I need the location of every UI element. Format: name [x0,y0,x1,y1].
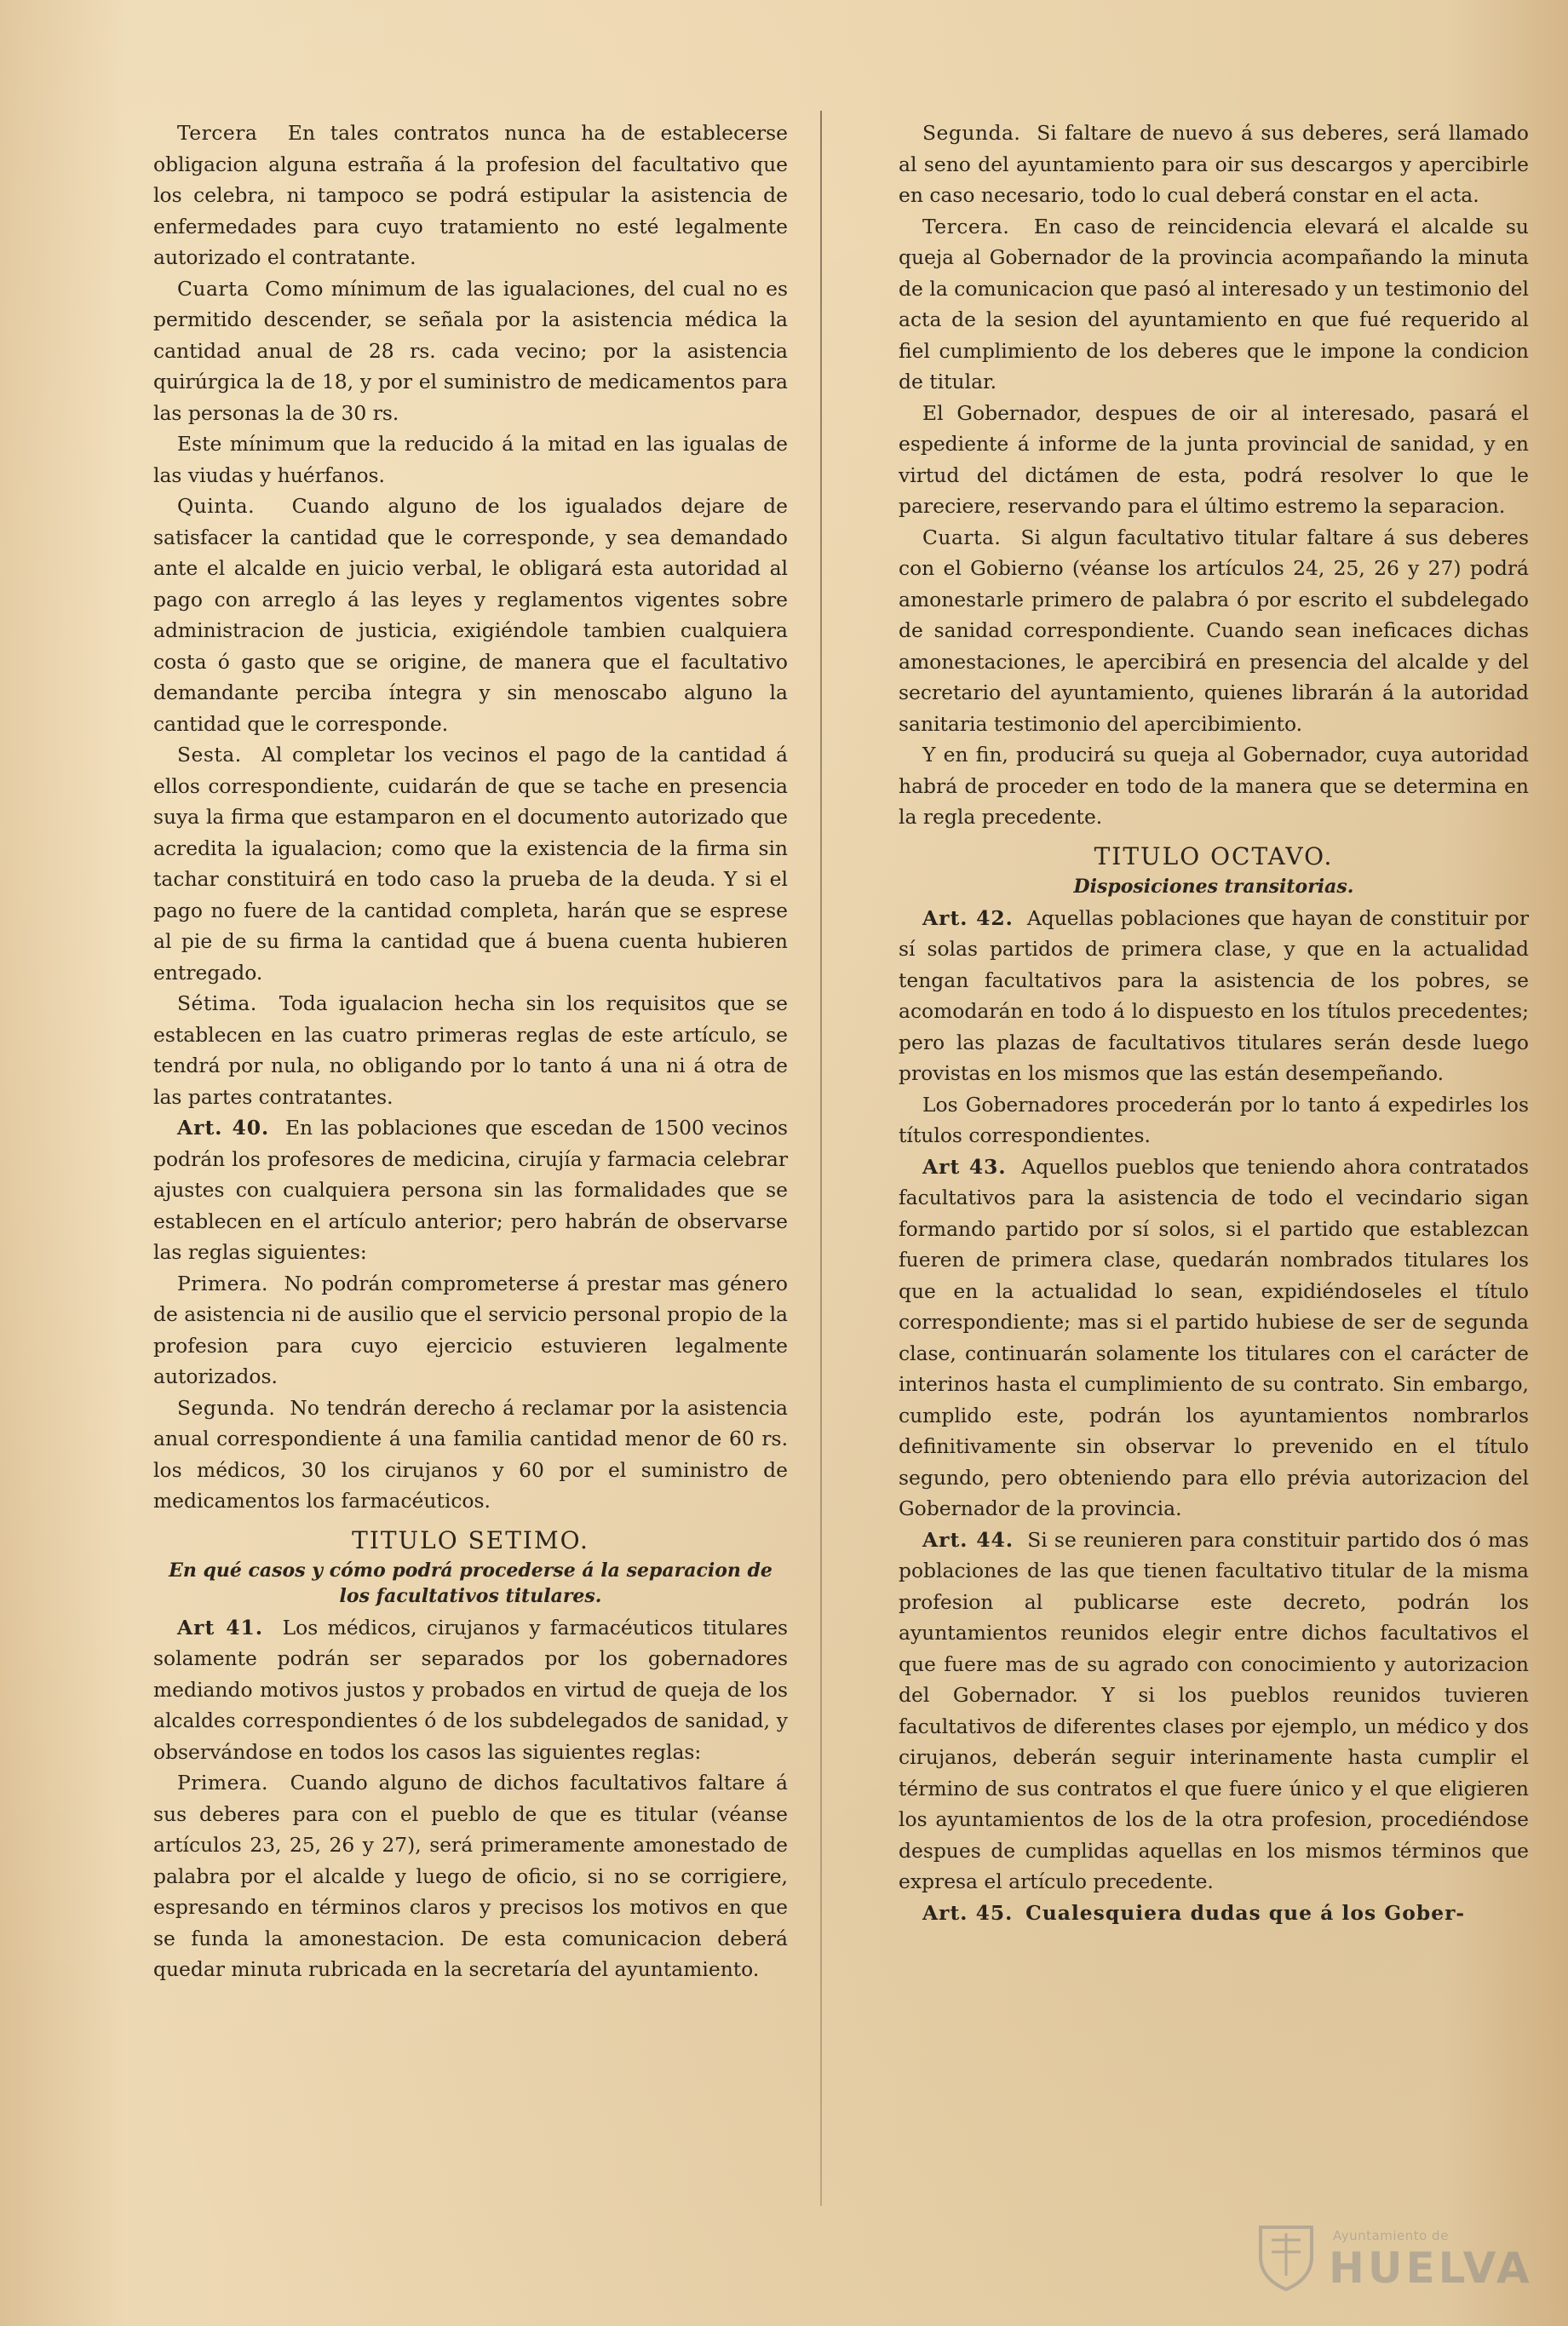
title-septimo: TITULO SETIMO. [352,1525,589,1554]
article-41: Art 41. Los médicos, cirujanos y farmacéuticos titulares solamente podrán ser separados por los gobernadores mediando motivos justos y probados en virtud de queja de los alcaldes correspondientes ó de los subdelegados de sanidad, y observándose en todos los casos las siguientes reglas: [153,1615,788,1764]
coat-of-arms-icon [1256,2223,1316,2294]
paragraph-primera-41: Primera. Cuando alguno de dichos facultativos faltare á sus deberes para con el pueblo de que es titular (véanse artículos 23, 25, 26 y 27), será primeramente amonestado de palabra por el alcalde y luego de oficio, si no se corrigiere, espresando en términos claros y precisos los motivos en que se funda la amonestacion. De esta comunicacion deberá quedar minuta rubricada en la secretaría del ayuntamiento. [153,1771,788,1981]
article-44: Art. 44. Si se reunieren para constituir partido dos ó mas poblaciones de las que tienen facultativo titular de la misma profesion al publicarse este decreto, podrán los ayuntamientos reunidos elegir entre dichos facultativos el que fuere mas de su agrado con conocimiento y autorizacion del Gobernador. Y si los pueblos reunidos tuvieren facultativos de diferentes clases por ejemplo, un médico y dos cirujanos, deberán seguir interinamente hasta cumplir el término de sus contratos el que fuere único y el que eligieren los ayuntamientos de los de la otra profesion, procediéndose despues de cumplidas aquellas en los mismos términos que expresa el artículo precedente. [899,1527,1529,1893]
subtitle-octavo: Disposiciones transitorias. [1073,875,1354,898]
archive-watermark [1239,2214,1533,2300]
paragraph-gobernador: El Gobernador, despues de oir al interesado, pasará el espediente á informe de la junta provincial de sanidad, y en virtud del dictámen de esta, podrá resolver lo que le pareciere, reservando para el último estremo la separacion. [899,400,1529,518]
paragraph-segunda: Segunda. No tendrán derecho á reclamar por la asistencia anual correspondiente á una familia cantidad menor de 60 rs. los médicos, 30 los cirujanos y 60 por el suministro de medicamentos los farmacéuticos. [153,1395,788,1513]
paragraph-cuarta: Cuarta Como mínimum de las igualaciones, del cual no es permitido descender, se señala por la asistencia médica la cantidad anual de 28 rs. cada vecino; por la asistencia quirúrgica la de 18, y por el suministro de medicamentos para las personas la de 30 rs. [153,276,788,425]
paragraph-segunda-41: Segunda. Si faltare de nuevo á sus deberes, será llamado al seno del ayuntamiento para oir sus descargos y apercibirle en caso necesario, todo lo cual deberá constar en el acta. [899,121,1529,207]
paragraph-quinta: Quinta. Cuando alguno de los igualados dejare de satisfacer la cantidad que le corresponde, y sea demandado ante el alcalde en juicio verbal, le obligará esta autoridad al pago con arreglo á las leyes y reglamentos vigentes sobre administracion de justicia, exigiéndole tambien cualquiera costa ó gasto que se origine, de manera que el facultativo demandante perciba íntegra y sin menoscabo alguno la cantidad que le corresponde. [153,494,789,736]
title-octavo: TITULO OCTAVO. [1094,841,1334,870]
paragraph-primera: Primera. No podrán comprometerse á prestar mas género de asistencia ni de ausilio que el servicio personal propio de la profesion para cuyo ejercicio estuvieren legalmente autorizados. [153,1271,788,1388]
paragraph-cuarta-41: Cuarta. Si algun facultativo titular faltare á sus deberes con el Gobierno (véanse los artículos 24, 25, 26 y 27) podrá amonestarle primero de palabra ó por escrito el subdelegado de sanidad correspondiente. Cuando sean ineficaces dichas amonestaciones, le apercibirá en presencia del alcalde y del secretario del ayuntamiento, quienes librarán á la autoridad sanitaria testimonio del apercibimiento. [899,525,1530,736]
article-45: Art. 45. Cualesquiera dudas que á los Gober- [922,1900,1466,1925]
paragraph-minimum: Este mínimum que la reducido á la mitad en las igualas de las viudas y huérfanos. [153,432,788,487]
paragraph-en-fin: Y en fin, producirá su queja al Gobernador, cuya autoridad habrá de proceder en todo de la manera que se determina en la regla precedente. [899,743,1529,829]
paragraph-sesta: Sesta. Al completar los vecinos el pago de la cantidad á ellos correspondiente, cuidarán de que se tache en presencia suya la firma que estamparon en el documento autorizado que acredita la igualacion; como que la existencia de la firma sin tachar constituirá en todo caso la prueba de la deuda. Y si el pago no fuere de la cantidad completa, harán que se esprese al pie de su firma la cantidad que á buena cuenta hubieren entregado. [153,743,789,985]
watermark-line1: Ayuntamiento de [1333,2228,1449,2243]
article-42: Art. 42. Aquellas poblaciones que hayan de constituir por sí solas partidos de primera clase, y que en la actualidad tengan facultativos para la asistencia de los pobres, se acomodarán en todo á lo dispuesto en los títulos precedentes; pero las plazas de facultativos titulares serán desde luego provistas en los mismos que las están desempeñando. [899,905,1529,1085]
article-43: Art 43. Aquellos pueblos que teniendo ahora contratados facultativos para la asistencia de todo el vecindario sigan formando partido por sí solos, si el partido que establezcan fueren de primera clase, quedarán nombrados titulares los que en la actualidad lo sean, expidiéndoseles el título correspondiente; mas si el partido hubiese de ser de segunda clase, continuarán solamente los titulares con el carácter de interinos hasta el cumplimiento de su contrato. Sin embargo, cumplido este, podrán los ayuntamientos nombrarlos definitivamente sin observar lo prevenido en el título segundo, pero obteniendo para ello prévia autorizacion del Gobernador de la provincia. [899,1154,1529,1520]
watermark-line2: HUELVA [1329,2243,1533,2293]
paragraph-tercera-41: Tercera. En caso de reincidencia elevará el alcalde su queja al Gobernador de la provincia acompañando la minuta de la comunicacion que pasó al interesado y un testimonio del acta de la sesion del ayuntamiento en que fué requerido al fiel cumplimiento de los deberes que le impone la condicion de titular. [899,214,1529,393]
left-column [153,118,788,1985]
article-40: Art. 40. En las poblaciones que escedan de 1500 vecinos podrán los profesores de medicina, cirujía y farmacia celebrar ajustes con cualquiera persona sin las formalidades que se establecen en el artículo anterior; pero habrán de observarse las reglas siguientes: [153,1116,788,1264]
paragraph-tercera: Tercera En tales contratos nunca ha de establecerse obligacion alguna estraña á la profesion del facultativo que los celebra, ni tampoco se podrá estipular la asistencia de enfermedades para cuyo tratamiento no esté legalmente autorizado el contratante. [153,121,788,269]
paragraph-gobernadores: Los Gobernadores procederán por lo tanto á expedirles los títulos correspondientes. [899,1092,1529,1147]
column-divider [820,111,822,2206]
subtitle-septimo: En qué casos y cómo podrá procederse á la separacion de los facultativos titulares. [169,1559,773,1607]
paragraph-setima: Sétima. Toda igualacion hecha sin los requisitos que se establecen en las cuatro primeras reglas de este artículo, se tendrá por nula, no obligando por lo tanto á una ni á otra de las partes contratantes. [153,991,788,1109]
right-column [899,118,1529,1928]
